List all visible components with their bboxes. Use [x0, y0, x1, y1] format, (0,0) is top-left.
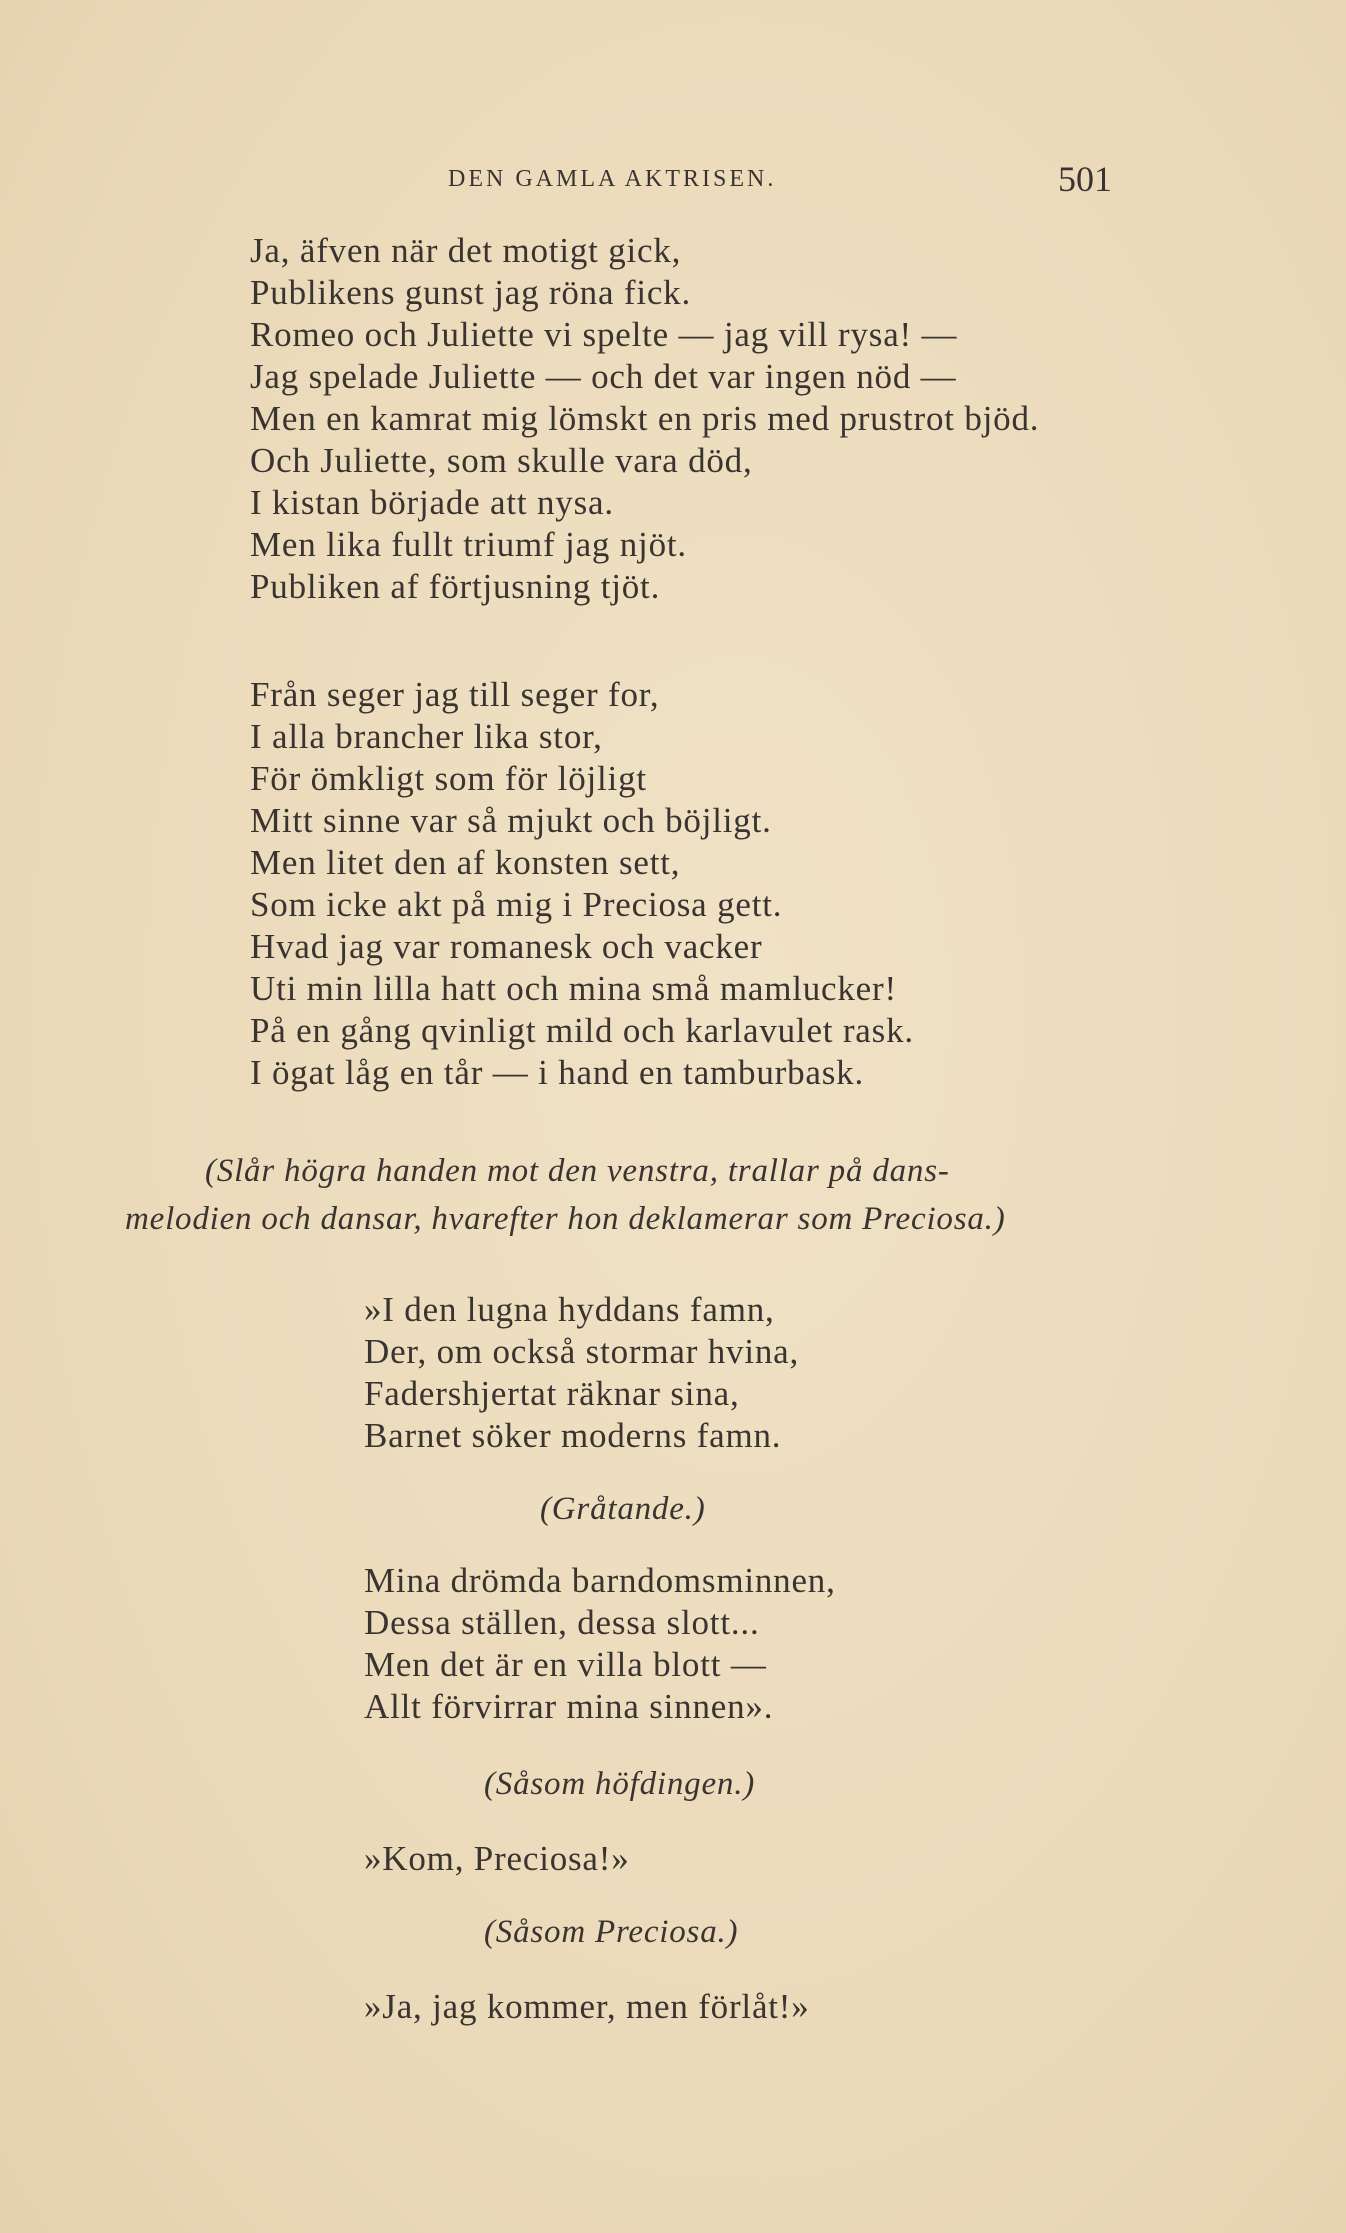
verse-line: Publiken af förtjusning tjöt. [250, 567, 661, 606]
verse-line: »Ja, jag kommer, men förlåt!» [364, 1987, 810, 2026]
running-title: DEN GAMLA AKTRISEN. [448, 166, 777, 192]
verse-line: I ögat låg en tår — i hand en tamburbask. [250, 1053, 865, 1092]
verse-line: Hvad jag var romanesk och vacker [250, 927, 763, 966]
verse-line: Som icke akt på mig i Preciosa gett. [250, 885, 783, 924]
page-number: 501 [1058, 159, 1112, 199]
verse-line: I kistan började att nysa. [250, 483, 614, 522]
verse-line: »Kom, Preciosa!» [364, 1839, 630, 1878]
verse-line: Men det är en villa blott — [364, 1645, 767, 1684]
verse-line: Men en kamrat mig lömskt en pris med prustrot bjöd. [250, 399, 1040, 438]
verse-line: »I den lugna hyddans famn, [364, 1290, 775, 1329]
verse-line: Mina drömda barndomsminnen, [364, 1561, 836, 1600]
verse-line: Från seger jag till seger for, [250, 675, 660, 714]
verse-line: Dessa ställen, dessa slott... [364, 1603, 760, 1642]
verse-line: Men lika fullt triumf jag njöt. [250, 525, 687, 564]
verse-line: Uti min lilla hatt och mina små mamlucker! [250, 969, 897, 1008]
page-header [0, 158, 1346, 208]
verse-line: I alla brancher lika stor, [250, 717, 603, 756]
verse-line: Jag spelade Juliette — och det var ingen nöd — [250, 357, 957, 396]
stage-direction: (Slår högra handen mot den venstra, trallar på dans- [205, 1153, 950, 1189]
verse-line: Ja, äfven när det motigt gick, [250, 231, 682, 270]
stage-direction: (Gråtande.) [540, 1491, 706, 1527]
verse-line: Och Juliette, som skulle vara död, [250, 441, 753, 480]
verse-line: Barnet söker moderns famn. [364, 1416, 782, 1455]
verse-line: Fadershjertat räknar sina, [364, 1374, 740, 1413]
stage-direction: (Såsom Preciosa.) [484, 1914, 739, 1950]
verse-line: På en gång qvinligt mild och karlavulet rask. [250, 1011, 914, 1050]
verse-line: För ömkligt som för löjligt [250, 759, 647, 798]
verse-line: Allt förvirrar mina sinnen». [364, 1687, 774, 1726]
verse-line: Men litet den af konsten sett, [250, 843, 681, 882]
verse-line: Mitt sinne var så mjukt och böjligt. [250, 801, 772, 840]
stage-direction: (Såsom höfdingen.) [484, 1766, 756, 1802]
verse-line: Publikens gunst jag röna fick. [250, 273, 692, 312]
verse-line: Romeo och Juliette vi spelte — jag vill rysa! — [250, 315, 958, 354]
stage-direction: melodien och dansar, hvarefter hon deklamerar som Preciosa.) [125, 1201, 1006, 1237]
verse-line: Der, om också stormar hvina, [364, 1332, 800, 1371]
